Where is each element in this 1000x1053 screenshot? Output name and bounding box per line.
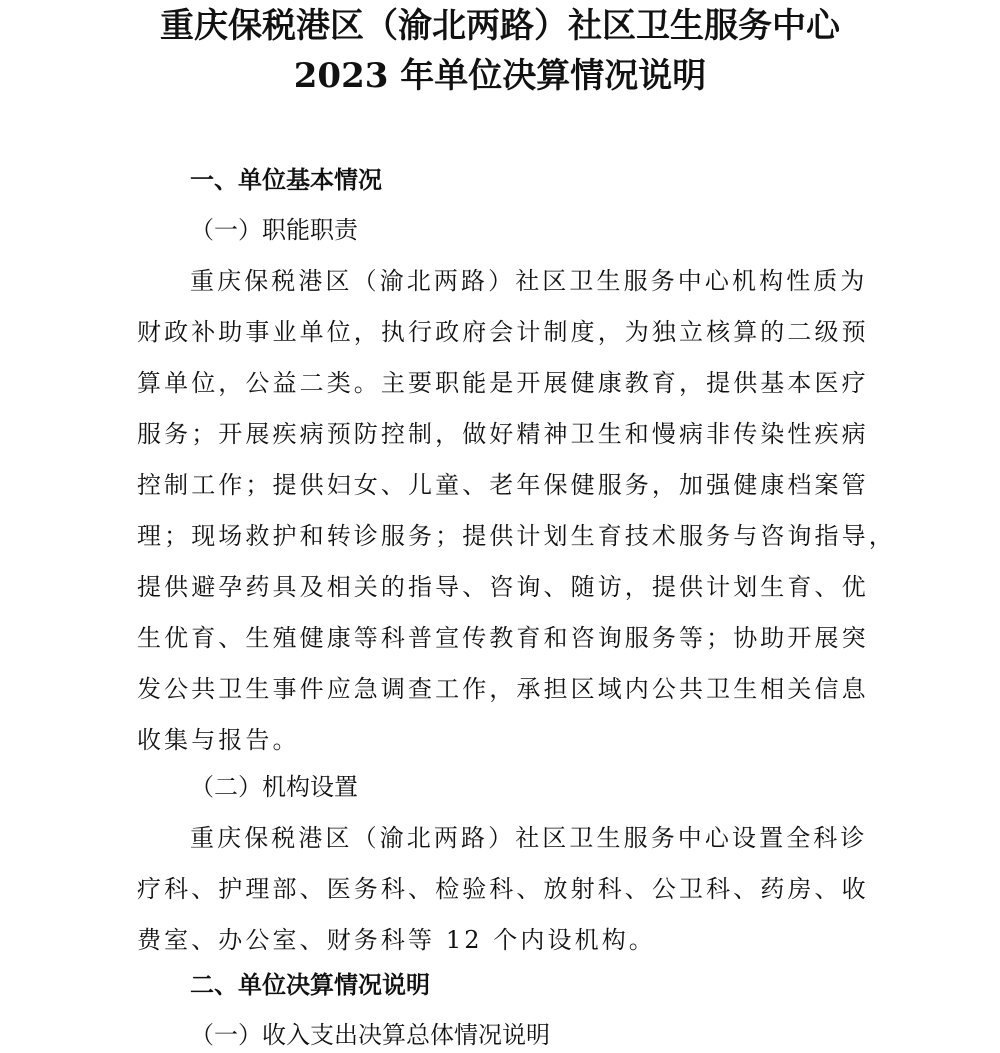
paragraph-line: 疗科、护理部、医务科、检验科、放射科、公卫科、药房、收: [137, 875, 869, 903]
section-1-sub-2-heading: （二）机构设置: [190, 773, 358, 801]
paragraph-line: 财政补助事业单位，执行政府会计制度，为独立核算的二级预: [137, 318, 869, 346]
paragraph-line: 理；现场救护和转诊服务；提供计划生育技术服务与咨询指导，: [137, 522, 896, 550]
section-1-heading: 一、单位基本情况: [190, 166, 382, 194]
document-title-line-1: 重庆保税港区（渝北两路）社区卫生服务中心: [160, 6, 840, 46]
document-title-line-2: 2023 年单位决算情况说明: [293, 56, 707, 96]
paragraph-line: 重庆保税港区（渝北两路）社区卫生服务中心设置全科诊: [190, 824, 868, 852]
paragraph-line: 费室、办公室、财务科等 12 个内设机构。: [137, 926, 656, 954]
paragraph-line: 发公共卫生事件应急调查工作，承担区域内公共卫生相关信息: [137, 675, 869, 703]
paragraph-line: 算单位，公益二类。主要职能是开展健康教育，提供基本医疗: [137, 369, 869, 397]
section-2-heading: 二、单位决算情况说明: [190, 971, 430, 999]
paragraph-line: 收集与报告。: [137, 726, 300, 754]
paragraph-line: 重庆保税港区（渝北两路）社区卫生服务中心机构性质为: [190, 267, 868, 295]
paragraph-line: 提供避孕药具及相关的指导、咨询、随访，提供计划生育、优: [137, 573, 869, 601]
paragraph-line: 服务；开展疾病预防控制，做好精神卫生和慢病非传染性疾病: [137, 420, 869, 448]
paragraph-line: 控制工作；提供妇女、儿童、老年保健服务，加强健康档案管: [137, 471, 869, 499]
section-1-sub-1-heading: （一）职能职责: [190, 216, 358, 244]
section-2-sub-1-heading: （一）收入支出决算总体情况说明: [190, 1021, 550, 1049]
paragraph-line: 生优育、生殖健康等科普宣传教育和咨询服务等；协助开展突: [137, 624, 869, 652]
